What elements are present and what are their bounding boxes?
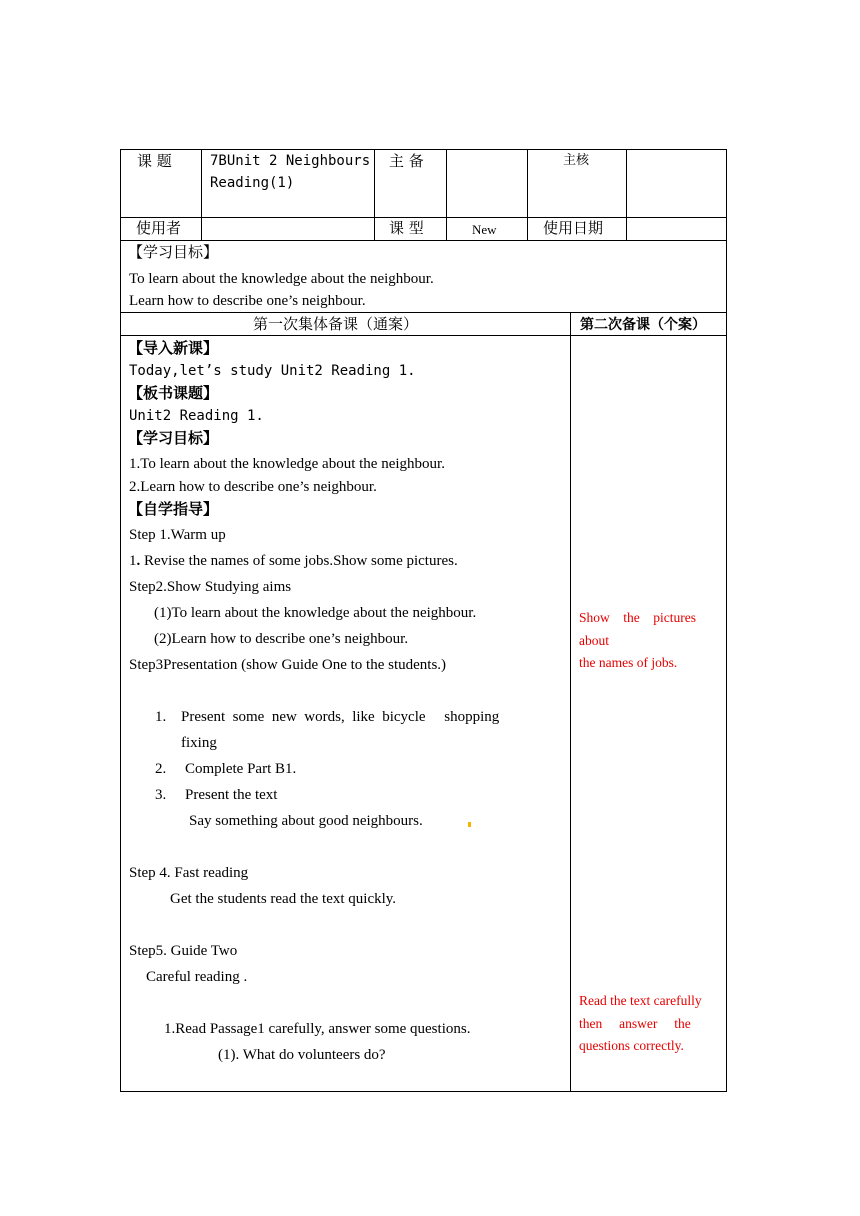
user-label: 使用者 <box>136 219 182 237</box>
table-right-border <box>726 149 727 1092</box>
goal-heading: 【学习目标】 <box>128 429 219 447</box>
step-2-title: Step2.Show Studying aims <box>129 579 292 595</box>
step-1-item <box>129 552 458 570</box>
intro-heading: 【导入新课】 <box>128 339 219 357</box>
passage-task: 1.Read Passage1 carefully, answer some questions. <box>164 1021 471 1037</box>
teacher-note-line: Show the pictures <box>579 610 696 625</box>
row-divider <box>120 217 727 218</box>
list-item-number: 1. <box>155 709 167 725</box>
board-text: Unit2 Reading 1. <box>129 408 264 424</box>
highlight-mark <box>468 822 471 827</box>
topic-title-line1: 7BUnit 2 Neighbours <box>210 153 371 169</box>
goal-item: 1.To learn about the knowledge about the neighbour. <box>129 456 445 472</box>
topic-title-line2: Reading(1) <box>210 175 295 191</box>
objectives-heading: 【学习目标】 <box>128 243 219 261</box>
table-left-border <box>120 149 121 1092</box>
step-1-title: Step 1.Warm up <box>129 527 226 543</box>
step-1-item-text: Revise the names of some jobs.Show some pictures. <box>140 553 458 569</box>
board-heading: 【板书课题】 <box>128 384 219 402</box>
list-item-text-cont: fixing <box>181 735 217 751</box>
col-divider <box>201 149 202 241</box>
teacher-note-line: the names of jobs. <box>579 655 678 670</box>
row-divider <box>120 240 727 241</box>
list-item-text: Complete Part B1. <box>185 761 297 777</box>
list-item-text: Present the text <box>185 787 278 803</box>
lead-preparer-label: 主 备 <box>389 152 424 170</box>
question-item: (1). What do volunteers do? <box>218 1047 386 1063</box>
individual-plan-header: 第二次备课（个案） <box>580 317 706 333</box>
use-date-label: 使用日期 <box>543 219 604 237</box>
table-bottom-border <box>120 1091 727 1092</box>
reviewer-label: 主核 <box>563 153 590 168</box>
list-item-text: Present some new words, like bicycle shopping <box>181 709 500 725</box>
col-divider <box>446 149 447 241</box>
step-5-title: Step5. Guide Two <box>129 943 238 959</box>
teacher-note-line: then answer the <box>579 1016 691 1031</box>
table-top-border <box>120 149 727 150</box>
list-item-number: 3. <box>155 787 167 803</box>
step-5-text: Careful reading . <box>146 969 248 985</box>
step-1-item-dot: . <box>136 553 141 569</box>
step-1-item-number: 1 <box>129 553 137 569</box>
list-item-number: 2. <box>155 761 167 777</box>
step-2-aim: (2)Learn how to describe one’s neighbour. <box>154 631 409 647</box>
teacher-note-line: questions correctly. <box>579 1038 684 1053</box>
teacher-note-line: Read the text carefully <box>579 993 702 1008</box>
step-4-title: Step 4. Fast reading <box>129 865 249 881</box>
col-divider <box>527 149 528 241</box>
lesson-type-label: 课 型 <box>389 219 424 237</box>
collective-plan-header: 第一次集体备课（通案） <box>253 315 419 333</box>
objective-line: Learn how to describe one’s neighbour. <box>129 293 366 309</box>
goal-item: 2.Learn how to describe one’s neighbour. <box>129 479 377 495</box>
lesson-type-value: New <box>472 222 497 237</box>
row-divider <box>120 312 727 313</box>
col-divider <box>374 149 375 241</box>
teacher-note-line: about <box>579 633 609 648</box>
col-divider <box>626 149 627 241</box>
col-divider <box>570 312 571 1092</box>
step-2-aim: (1)To learn about the knowledge about the neighbour. <box>154 605 477 621</box>
list-item-subtext: Say something about good neighbours. <box>189 813 423 829</box>
row-divider <box>120 335 727 336</box>
objective-line: To learn about the knowledge about the neighbour. <box>129 271 434 287</box>
intro-text: Today,let’s study Unit2 Reading 1. <box>129 363 416 379</box>
step-4-text: Get the students read the text quickly. <box>170 891 397 907</box>
self-study-heading: 【自学指导】 <box>128 500 219 518</box>
topic-label: 课 题 <box>137 152 172 170</box>
step-3-title: Step3Presentation (show Guide One to the students.) <box>129 657 447 673</box>
